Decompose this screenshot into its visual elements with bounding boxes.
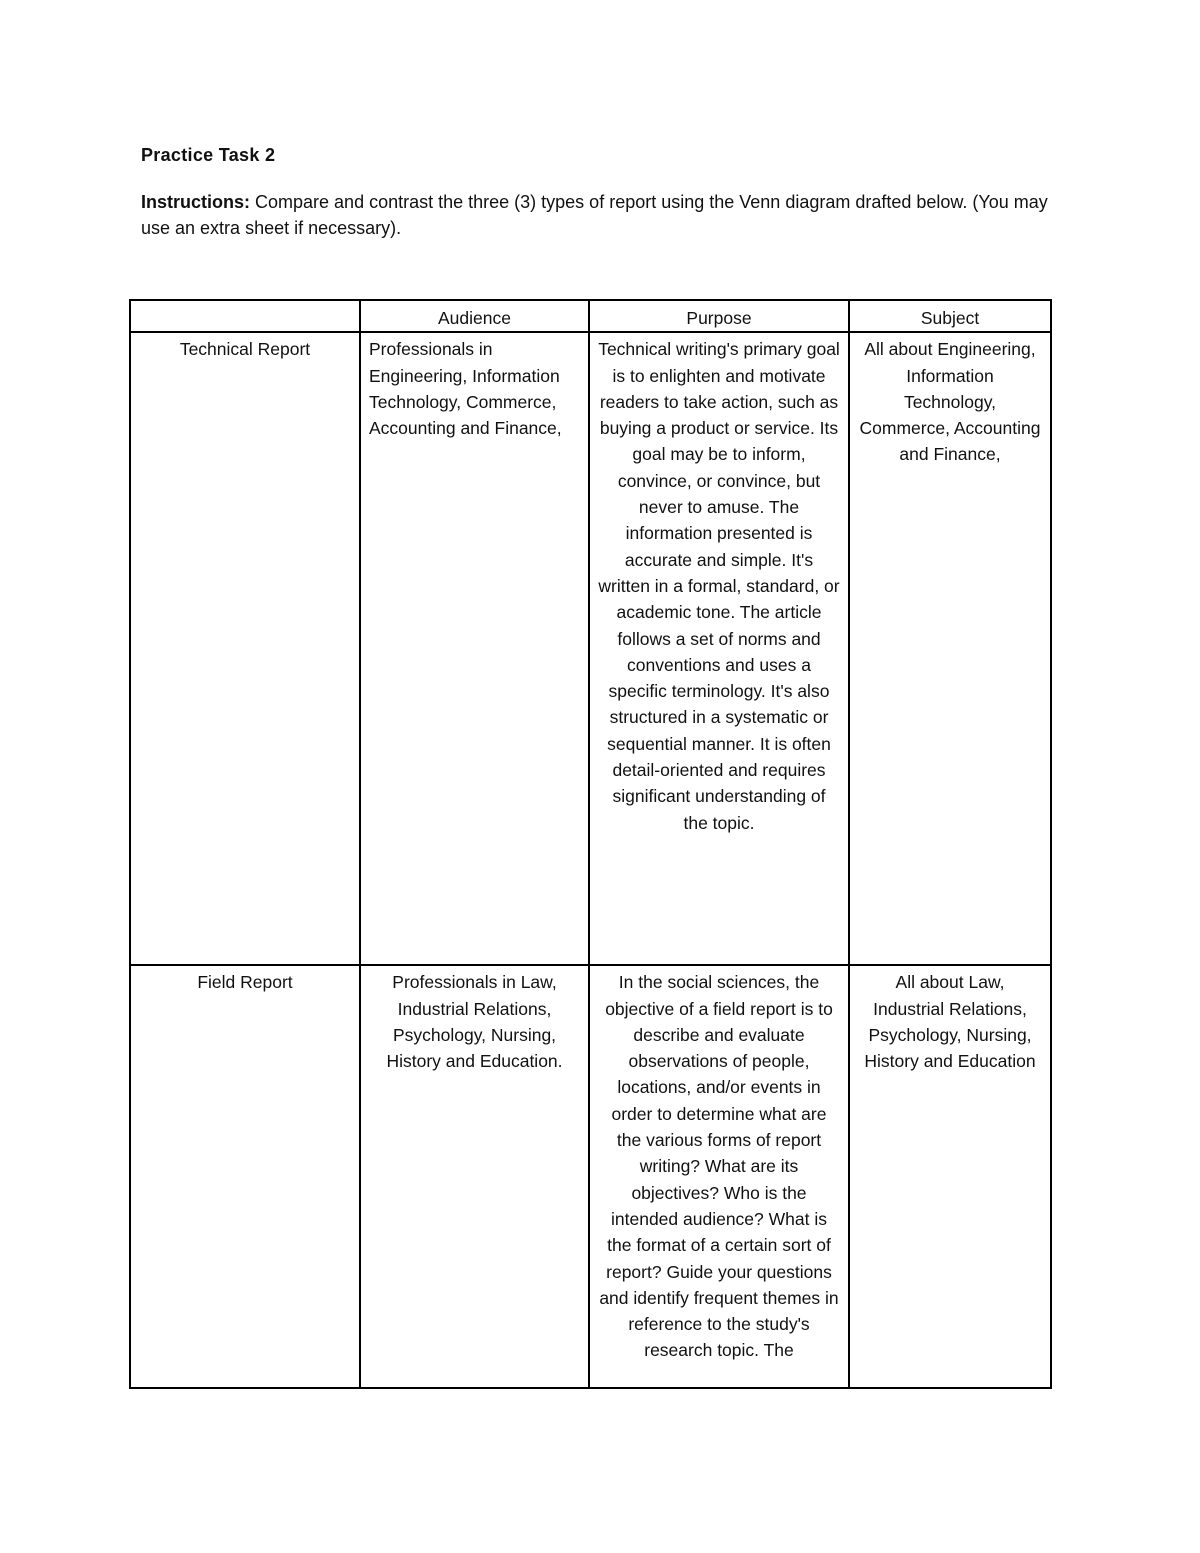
header-subject: Subject (849, 300, 1051, 332)
purpose-cell: In the social sciences, the objective of a field report is to describe and evaluate observations of people, locations, and/or events in order to determine what are the various forms of report writing? What are its objectives? Who is the intended audience? What is the format of a certain sort of report? Guide your questions and identify frequent themes in reference to the study's research topic. The (589, 965, 849, 1388)
subject-cell: All about Law, Industrial Relations, Psychology, Nursing, History and Education (849, 965, 1051, 1388)
audience-cell: Professionals in Law, Industrial Relations, Psychology, Nursing, History and Education. (360, 965, 589, 1388)
header-purpose: Purpose (589, 300, 849, 332)
instructions-label: Instructions: (141, 192, 251, 212)
header-cell-empty (130, 300, 360, 332)
table-row (130, 332, 1051, 965)
instructions-text: Compare and contrast the three (3) types of report using the Venn diagram drafted below. (You may use an extra sheet if necessary). (141, 192, 1048, 238)
subject-cell: All about Engineering, Information Technology, Commerce, Accounting and Finance, (849, 332, 1051, 965)
table-row (130, 965, 1051, 1388)
purpose-cell: Technical writing's primary goal is to enlighten and motivate readers to take action, such as buying a product or service. Its goal may be to inform, convince, or convince, but never to amuse. The information presented is accurate and simple. It's written in a formal, standard, or academic tone. The article follows a set of norms and conventions and uses a specific terminology. It's also structured in a systematic or sequential manner. It is often detail-oriented and requires significant understanding of the topic. (589, 332, 849, 965)
document-title: Practice Task 2 (141, 145, 276, 165)
instructions (141, 189, 1071, 241)
table-header-row (130, 300, 1051, 332)
audience-cell: Professionals in Engineering, Information Technology, Commerce, Accounting and Finance, (360, 332, 589, 965)
report-comparison-table (129, 299, 1052, 1389)
report-type-cell: Field Report (130, 965, 360, 1388)
header-audience: Audience (360, 300, 589, 332)
report-type-cell: Technical Report (130, 332, 360, 965)
